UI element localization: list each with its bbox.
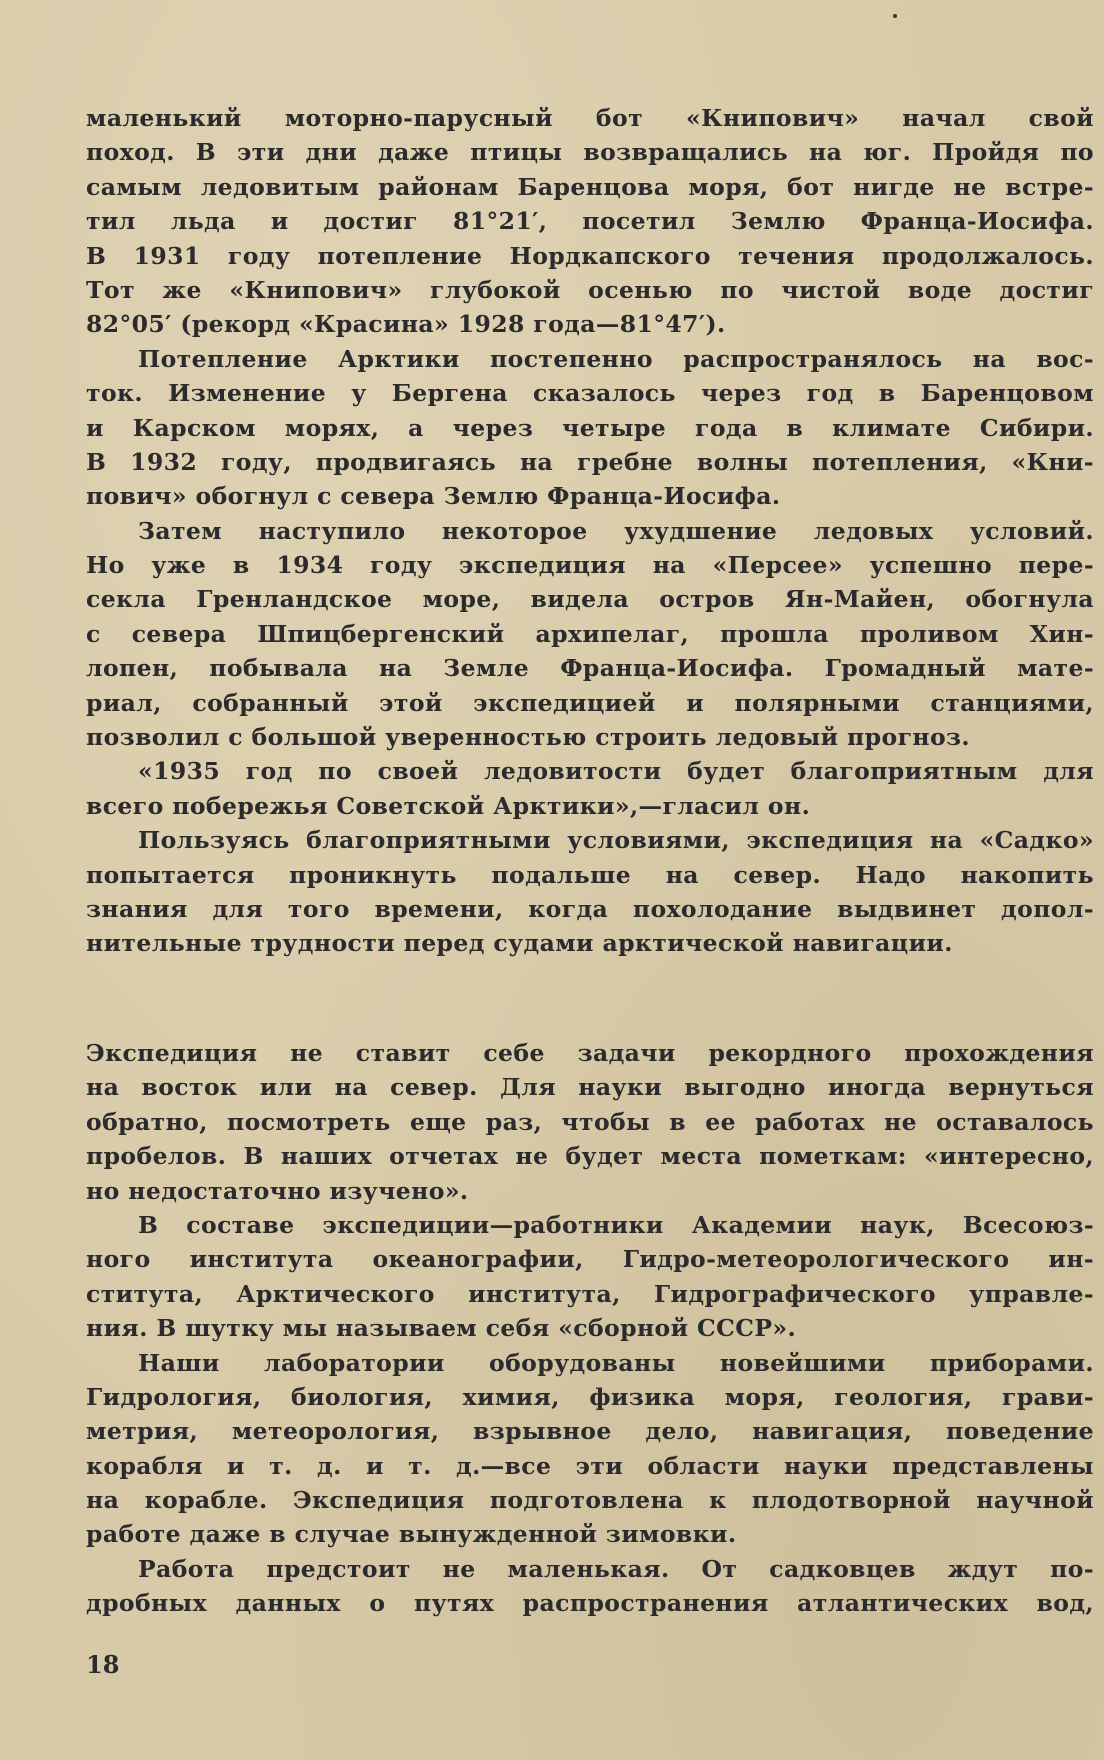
text-line: маленький моторно-парусный бот «Книпович» начал свой bbox=[86, 104, 1094, 132]
text-line: Но уже в 1934 году экспедиция на «Персее» успешно пере- bbox=[86, 551, 1094, 580]
text-line: попытается проникнуть подальше на север. Надо накопить bbox=[86, 860, 1094, 889]
text-line: метрия, метеорология, взрывное дело, навигация, поведение bbox=[86, 1417, 1094, 1446]
paragraph bbox=[86, 754, 1094, 823]
text-line: Тот же «Книпович» глубокой осенью по чистой воде достиг bbox=[86, 275, 1094, 304]
text-line: обратно, посмотреть еще раз, чтобы в ее работах не оставалось bbox=[86, 1107, 1094, 1136]
text-line: самым ледовитым районам Баренцова моря, бот нигде не встре- bbox=[86, 172, 1094, 201]
text-line: секла Гренландское море, видела остров Ян-Майен, обогнула bbox=[86, 585, 1094, 614]
text-line: на корабле. Экспедиция подготовлена к плодотворной научной bbox=[86, 1486, 1094, 1515]
paragraph bbox=[86, 1208, 1094, 1346]
text-block-top bbox=[86, 101, 1094, 961]
text-line: на восток или на север. Для науки выгодно иногда вернуться bbox=[86, 1073, 1094, 1102]
text-line: пробелов. В наших отчетах не будет места пометкам: «интересно, bbox=[86, 1142, 1094, 1171]
paragraph bbox=[86, 342, 1094, 514]
text-line: всего побережья Советской Арктики»,—гласил он. bbox=[86, 791, 811, 820]
text-line: корабля и т. д. и т. д.—все эти области науки представлены bbox=[86, 1451, 1094, 1480]
text-line: лопен, побывала на Земле Франца-Иосифа. Громадный мате- bbox=[86, 654, 1094, 683]
text-line: нительные трудности перед судами арктической навигации. bbox=[86, 929, 953, 958]
text-line: Гидрология, биология, химия, физика моря, геология, грави- bbox=[86, 1382, 1094, 1411]
paragraph bbox=[86, 1552, 1094, 1621]
paragraph bbox=[86, 1346, 1094, 1552]
text-line: ститута, Арктического института, Гидрографического управле- bbox=[86, 1279, 1094, 1308]
text-line: с севера Шпицбергенский архипелаг, прошла проливом Хин- bbox=[86, 619, 1094, 648]
page-number: 18 bbox=[86, 1650, 120, 1679]
text-line: В 1932 году, продвигаясь на гребне волны потепления, «Кни- bbox=[86, 447, 1094, 476]
text-block-bottom bbox=[86, 1036, 1094, 1621]
text-line: ток. Изменение у Бергена сказалось через год в Баренцовом bbox=[86, 379, 1094, 408]
paragraph bbox=[86, 1036, 1094, 1208]
text-line: Затем наступило некоторое ухудшение ледовых условий. bbox=[138, 516, 1094, 545]
text-line: В составе экспедиции—работники Академии наук, Всесоюз- bbox=[138, 1210, 1094, 1239]
text-line: ного института океанографии, Гидро-метеорологического ин- bbox=[86, 1245, 1094, 1274]
text-line: но недостаточно изучено». bbox=[86, 1176, 469, 1205]
text-line: и Карском морях, а через четыре года в климате Сибири. bbox=[86, 413, 1094, 442]
text-line: пович» обогнул с севера Землю Франца-Иосифа. bbox=[86, 482, 781, 511]
text-line: 82°05′ (рекорд «Красина» 1928 года—81°47′). bbox=[86, 310, 726, 339]
text-line: Работа предстоит не маленькая. От садковцев ждут по- bbox=[138, 1554, 1094, 1583]
text-line: тил льда и достиг 81°21′, посетил Землю Франца-Иосифа. bbox=[86, 207, 1094, 236]
paragraph bbox=[86, 514, 1094, 755]
text-line: Пользуясь благоприятными условиями, экспедиция на «Садко» bbox=[138, 826, 1094, 855]
text-line: дробных данных о путях распространения атлантических вод, bbox=[86, 1589, 1094, 1618]
text-line: Экспедиция не ставит себе задачи рекордного прохождения bbox=[86, 1039, 1094, 1067]
text-line: «1935 год по своей ледовитости будет благоприятным для bbox=[138, 757, 1094, 786]
print-speck bbox=[893, 14, 897, 18]
text-line: ния. В шутку мы называем себя «сборной СССР». bbox=[86, 1314, 797, 1343]
text-line: поход. В эти дни даже птицы возвращались на юг. Пройдя по bbox=[86, 138, 1094, 167]
text-line: В 1931 году потепление Нордкапского течения продолжалось. bbox=[86, 241, 1094, 270]
text-line: Наши лаборатории оборудованы новейшими приборами. bbox=[138, 1348, 1094, 1377]
paragraph bbox=[86, 101, 1094, 342]
text-line: работе даже в случае вынужденной зимовки. bbox=[86, 1520, 737, 1549]
text-line: знания для того времени, когда похолодание выдвинет допол- bbox=[86, 894, 1094, 923]
text-line: риал, собранный этой экспедицией и полярными станциями, bbox=[86, 688, 1094, 717]
paragraph bbox=[86, 823, 1094, 961]
text-line: позволил с большой уверенностью строить ледовый прогноз. bbox=[86, 723, 971, 752]
text-line: Потепление Арктики постепенно распространялось на вос- bbox=[138, 344, 1094, 373]
